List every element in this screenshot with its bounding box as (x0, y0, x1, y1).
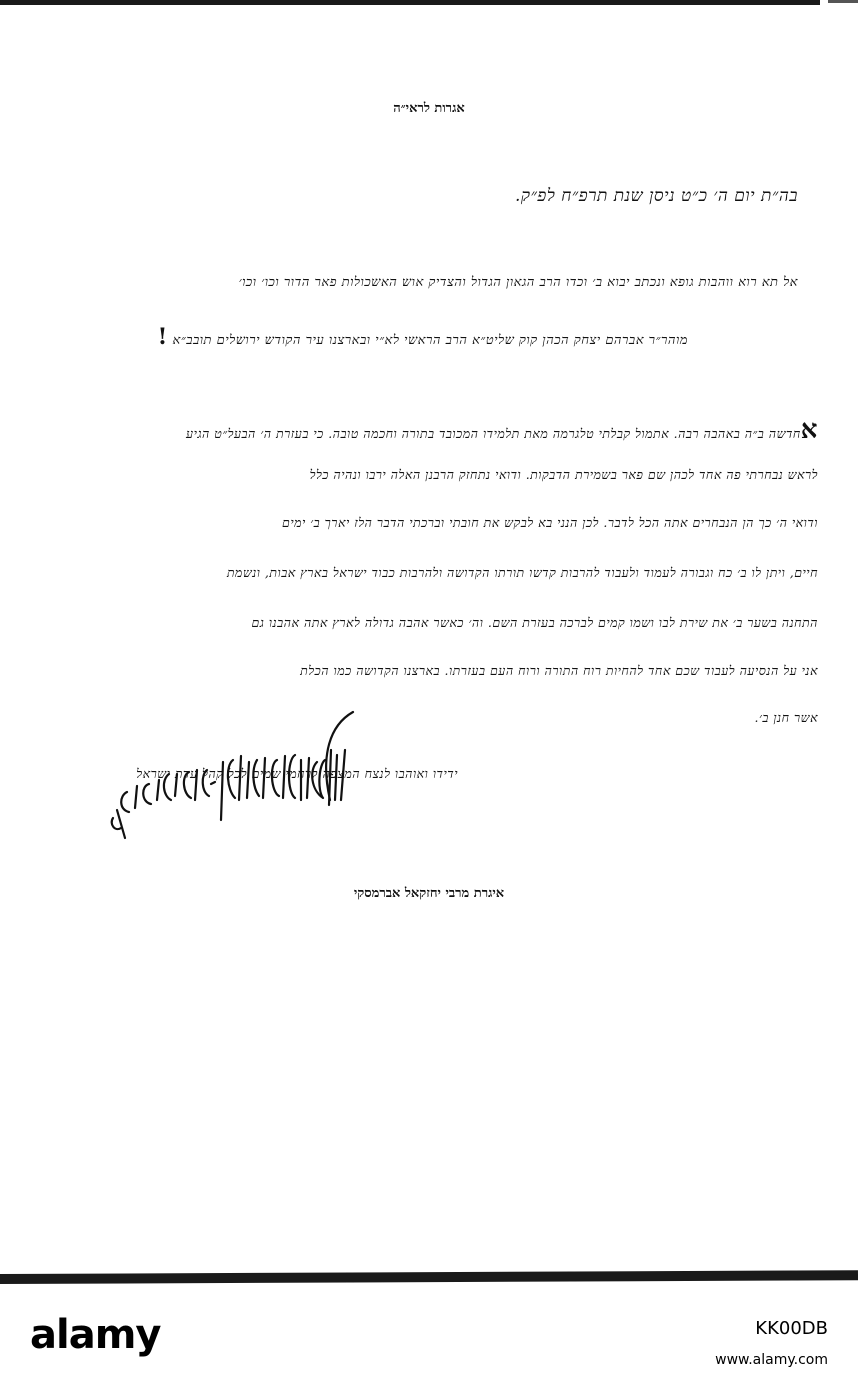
body-line-2: לראש נבחרתי פה אחד לכהן שם פאר בשמירת הדבקות. ודואי נתחזק הרבנן האלה ירבו ונהיה כלל (309, 467, 818, 482)
body-line-1-text: חדשה ב״ה באהבה רבה. אתמול קבלתי טלגרמה מאת תלמידו המכובד בתורה וחכמה טובה. כי בעזרת ה׳ הבעל״ט הגיע (186, 426, 801, 441)
stock-image-id: KK00DB (755, 1318, 828, 1339)
greeting-exclamation: ! (157, 324, 168, 350)
body-line-3: ודואי ה׳ כך הן הנבחרים אתה הכל לדבר. לכן הנני בא לבקש את חובתי וברכתי הדבר הלז יארך ב׳ ימים (282, 515, 818, 530)
date-line: בה״ת יום ה׳ כ״ט ניסן שנת תרפ״ח לפ״ק. (514, 186, 798, 206)
body-line-5: התחנה בשער ב׳ את שירת לבו ושמו קמים לברכה בעזרת השם. וה׳ כאשר אהבה גדולה לארץ אתה אהבנו גם (251, 615, 818, 630)
greeting-line-1: אל תא רוא ווהבות גופא ונכתב יבוא ב׳ וכדו הרב הגאון הגדול והצדיק אוש האשכולות פאר הדור וכו׳ וכו׳ (238, 275, 798, 290)
body-line-6: אני על הנסיעה לעבוד שכם אחד להחיות רוח התורה ורוח העם בעזרתו. בארצנו הקדושה כמו הכלת (300, 663, 818, 678)
greeting-line-2 (158, 324, 688, 350)
stock-logo: alamy (30, 1312, 161, 1358)
body-initial-letter: א (800, 415, 818, 445)
stock-url: www.alamy.com (715, 1352, 828, 1368)
greeting-line-2-text: מוהר״ר אברהם יצחק הכהן קוק שליט״א הרב הראשי לא״י ובארצנו עיר הקודש ירושלים תובב״א (172, 333, 688, 348)
top-border-rule (0, 0, 820, 5)
signature-prefix: ידידו ואוהבו לנצח המצפה לרחמי שמים לכל קהל עדת ישראל (136, 766, 458, 781)
top-border-rule-right (828, 0, 858, 3)
running-head: אגרות לראי״ה (393, 101, 465, 116)
closing-line: אשר חנן ב׳. (754, 710, 818, 725)
body-line-4: חיים, ויתן לו ב׳ כח וגבורה לעמוד ולעבוד להרבות קדשו תורתו הקדושה ולהרבות כבוד ישראל בארץ אבות, ונשמת (226, 565, 818, 580)
bottom-border-rule (0, 1270, 858, 1284)
handwritten-signature (105, 700, 365, 870)
body-line-1 (186, 415, 818, 445)
figure-caption: איגרת מרבי יחזקאל אברמסקי (353, 886, 505, 901)
